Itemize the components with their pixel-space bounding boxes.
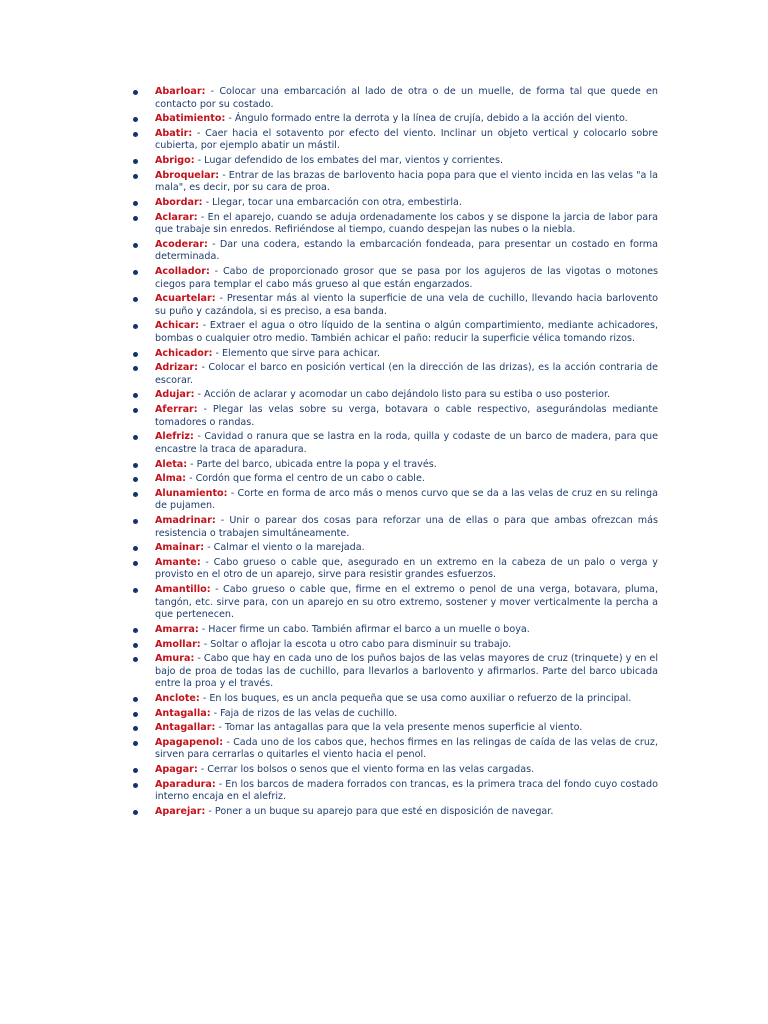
entry-term: Amarra: [155,623,199,635]
glossary-entry [130,806,658,819]
entry-term: Amadrinar: [155,515,216,527]
bullet-icon [133,132,138,137]
bullet-icon [133,477,138,482]
glossary-entry [130,404,658,429]
glossary-entry [130,170,658,195]
entry-definition: - Cabo que hay en cada uno de los puños bajos de las velas mayores de cruz (trinquete) y en el bajo de proa de todas las de cuchillo, para llevarlos a barlovento y afirmarlos. Parte del barco ubicada entre la proa y el través. [155,653,658,690]
bullet-icon [133,90,138,95]
entry-definition: - Lugar defendido de los embates del mar, vientos y corrientes. [194,155,503,167]
entry-definition: - Soltar o aflojar la escota u otro cabo para disminuir su trabajo. [200,638,512,650]
entry-term: Aleta: [155,458,188,470]
glossary-entry [130,266,658,291]
entry-definition: - Presentar más al viento la superficie de una vela de cuchillo, llevando hacia barlovento su puño y cazándola, si es preciso, a esa banda. [155,293,658,317]
bullet-icon [133,561,138,566]
entry-term: Abatimiento: [155,113,226,125]
entry-term: Abarloar: [155,86,206,97]
entry-term: Acuartelar: [155,293,216,305]
glossary-entry [130,515,658,540]
glossary-entry [130,155,658,168]
glossary-entry [130,197,658,210]
bullet-icon [133,159,138,164]
entry-definition: - Tomar las antagallas para que la vela presente menos superficie al viento. [215,722,583,734]
bullet-icon [133,216,138,221]
entry-definition: - Colocar una embarcación al lado de otra o de un muelle, de forma tal que quede en contacto por su costado. [155,86,658,110]
entry-term: Alunamiento: [155,487,228,499]
glossary-entry [130,653,658,691]
entry-term: Abrigo: [155,155,195,167]
entry-term: Acollador: [155,266,210,277]
entry-term: Amainar: [155,542,205,554]
glossary-entry [130,624,658,637]
glossary-entry [130,708,658,721]
entry-term: Amura: [155,653,195,665]
entry-term: Amantillo: [155,584,211,596]
bullet-icon [133,643,138,648]
entry-definition: - Corte en forma de arco más o menos curvo que se da a las velas de cruz en su relinga de pujamen. [155,487,658,512]
entry-definition: - Plegar las velas sobre su verga, botavara o cable respectivo, asegurándolas mediante tomadores o randas. [155,404,658,428]
entry-definition: - Poner a un buque su aparejo para que esté en disposición de navegar. [205,806,554,817]
glossary-entry [130,488,658,513]
glossary-entry [130,293,658,318]
bullet-icon [133,393,138,398]
glossary-entry [130,128,658,153]
bullet-icon [133,366,138,371]
entry-definition: - Colocar el barco en posición vertical (en la dirección de las drizas), es la acción contraria de escorar. [155,362,658,386]
entry-term: Achicador: [155,347,213,359]
entry-term: Aparejar: [155,806,206,817]
bullet-icon [133,712,138,717]
bullet-icon [133,588,138,593]
entry-term: Aclarar: [155,211,198,223]
entry-definition: - Acción de aclarar y acomodar un cabo dejándolo listo para su estiba o uso posterior. [194,389,611,401]
entry-definition: - Dar una codera, estando la embarcación fondeada, para presentar un costado en forma determinada. [155,238,658,263]
entry-definition: - Unir o parear dos cosas para reforzar una de ellas o para que ambas ofrezcan más resistencia o trabajen simultáneamente. [155,515,658,539]
entry-term: Abroquelar: [155,169,220,181]
glossary-entry [130,348,658,361]
glossary-entry [130,542,658,555]
entry-definition: - Entrar de las brazas de barlovento hacia popa para que el viento incida en las velas "a la mala", es decir, por su cara de proa. [155,169,658,194]
bullet-icon [133,270,138,275]
bullet-icon [133,519,138,524]
glossary-list [130,86,658,821]
bullet-icon [133,810,138,815]
glossary-entry [130,389,658,402]
entry-definition: - Llegar, tocar una embarcación con otra, embestirla. [202,196,462,208]
glossary-entry [130,320,658,345]
glossary-entry [130,113,658,126]
entry-definition: - En los barcos de madera forrados con trancas, es la primera traca del fondo cuyo costado interno encaja en el alefriz. [155,778,659,803]
entry-definition: - Ángulo formado entre la derrota y la línea de crujía, debido a la acción del viento. [225,113,628,125]
bullet-icon [133,117,138,122]
entry-term: Anclote: [155,692,200,704]
bullet-icon [133,243,138,248]
entry-definition: - Caer hacia el sotavento por efecto del viento. Inclinar un objeto vertical y colocarlo sobre cubierta, por ejemplo abatir un mástil. [155,127,658,152]
entry-term: Apagapenol: [155,736,224,748]
bullet-icon [133,657,138,662]
bullet-icon [133,201,138,206]
glossary-entry [130,722,658,735]
bullet-icon [133,492,138,497]
bullet-icon [133,697,138,702]
entry-definition: - Cordón que forma el centro de un cabo o cable. [186,473,425,485]
entry-definition: - Cada uno de los cabos que, hechos firmes en las relingas de caída de las velas de cruz, sirven para cerrarlas o quitarles el viento hacia el penol. [155,736,658,761]
bullet-icon [133,324,138,329]
entry-term: Aferrar: [155,404,198,416]
entry-definition: - En los buques, es un ancla pequeña que se usa como auxiliar o refuerzo de la principal. [199,692,632,704]
glossary-entry [130,239,658,264]
entry-definition: - Elemento que sirve para achicar. [212,347,380,359]
glossary-entry [130,557,658,582]
entry-term: Apagar: [155,764,198,776]
bullet-icon [133,783,138,788]
glossary-entry [130,86,658,111]
bullet-icon [133,546,138,551]
bullet-icon [133,726,138,731]
glossary-entry [130,584,658,622]
bullet-icon [133,463,138,468]
bullet-icon [133,768,138,773]
glossary-entry [130,473,658,486]
glossary-entry [130,212,658,237]
entry-term: Amante: [155,556,201,568]
entry-term: Aparadura: [155,778,216,790]
bullet-icon [133,741,138,746]
entry-definition: - Cerrar los bolsos o senos que el viento forma en las velas cargadas. [197,764,535,776]
entry-definition: - Hacer firme un cabo. También afirmar el barco a un muelle o boya. [198,623,530,635]
entry-definition: - Cabo grueso o cable que, firme en el extremo o penol de una verga, botavara, pluma, tangón, etc. sirve para, con un aparejo en su otro extremo, sostener y mover verticalmente la percha a que pertenecen. [155,584,658,621]
entry-definition: - Cabo grueso o cable que, asegurado en un extremo en la cabeza de un palo o verga y provisto en el otro de un aparejo, sirve para resistir grandes esfuerzos. [155,556,658,581]
entry-term: Adujar: [155,389,195,401]
bullet-icon [133,174,138,179]
entry-term: Antagalla: [155,707,211,719]
glossary-entry [130,693,658,706]
entry-term: Achicar: [155,320,199,332]
entry-definition: - Cavidad o ranura que se lastra en la roda, quilla y codaste de un barco de madera, para que encastre la traca de aparadura. [155,431,658,455]
entry-definition: - Cabo de proporcionado grosor que se pasa por los agujeros de las vigotas o motones ciegos para templar el cabo más grueso al que están engarzados. [155,266,658,290]
entry-term: Amollar: [155,638,201,650]
entry-term: Antagallar: [155,722,216,734]
glossary-entry [130,431,658,456]
entry-term: Abordar: [155,196,203,208]
entry-definition: - Faja de rizos de las velas de cuchillo. [210,707,398,719]
entry-term: Alma: [155,473,187,485]
glossary-entry [130,764,658,777]
entry-definition: - Parte del barco, ubicada entre la popa y el través. [187,458,437,470]
entry-definition: - En el aparejo, cuando se aduja ordenadamente los cabos y se dispone la jarcia de labor para que trabaje sin enredos. Refiriéndose al tiempo, cuando despejan las nubes o la niebla. [155,211,658,236]
bullet-icon [133,408,138,413]
glossary-entry [130,362,658,387]
bullet-icon [133,352,138,357]
bullet-icon [133,297,138,302]
entry-definition: - Calmar el viento o la marejada. [204,542,365,554]
entry-term: Acoderar: [155,238,208,250]
entry-term: Adrizar: [155,362,198,374]
entry-definition: - Extraer el agua o otro líquido de la sentina o algún compartimiento, mediante achicadores, bombas o cualquier otro medio. También achicar el paño: reducir la superficie vélica tomando rizos. [155,320,658,344]
glossary-entry [130,779,658,804]
glossary-entry [130,737,658,762]
glossary-entry [130,459,658,472]
entry-term: Abatir: [155,127,193,139]
bullet-icon [133,628,138,633]
bullet-icon [133,435,138,440]
glossary-entry [130,639,658,652]
entry-term: Alefriz: [155,431,194,443]
